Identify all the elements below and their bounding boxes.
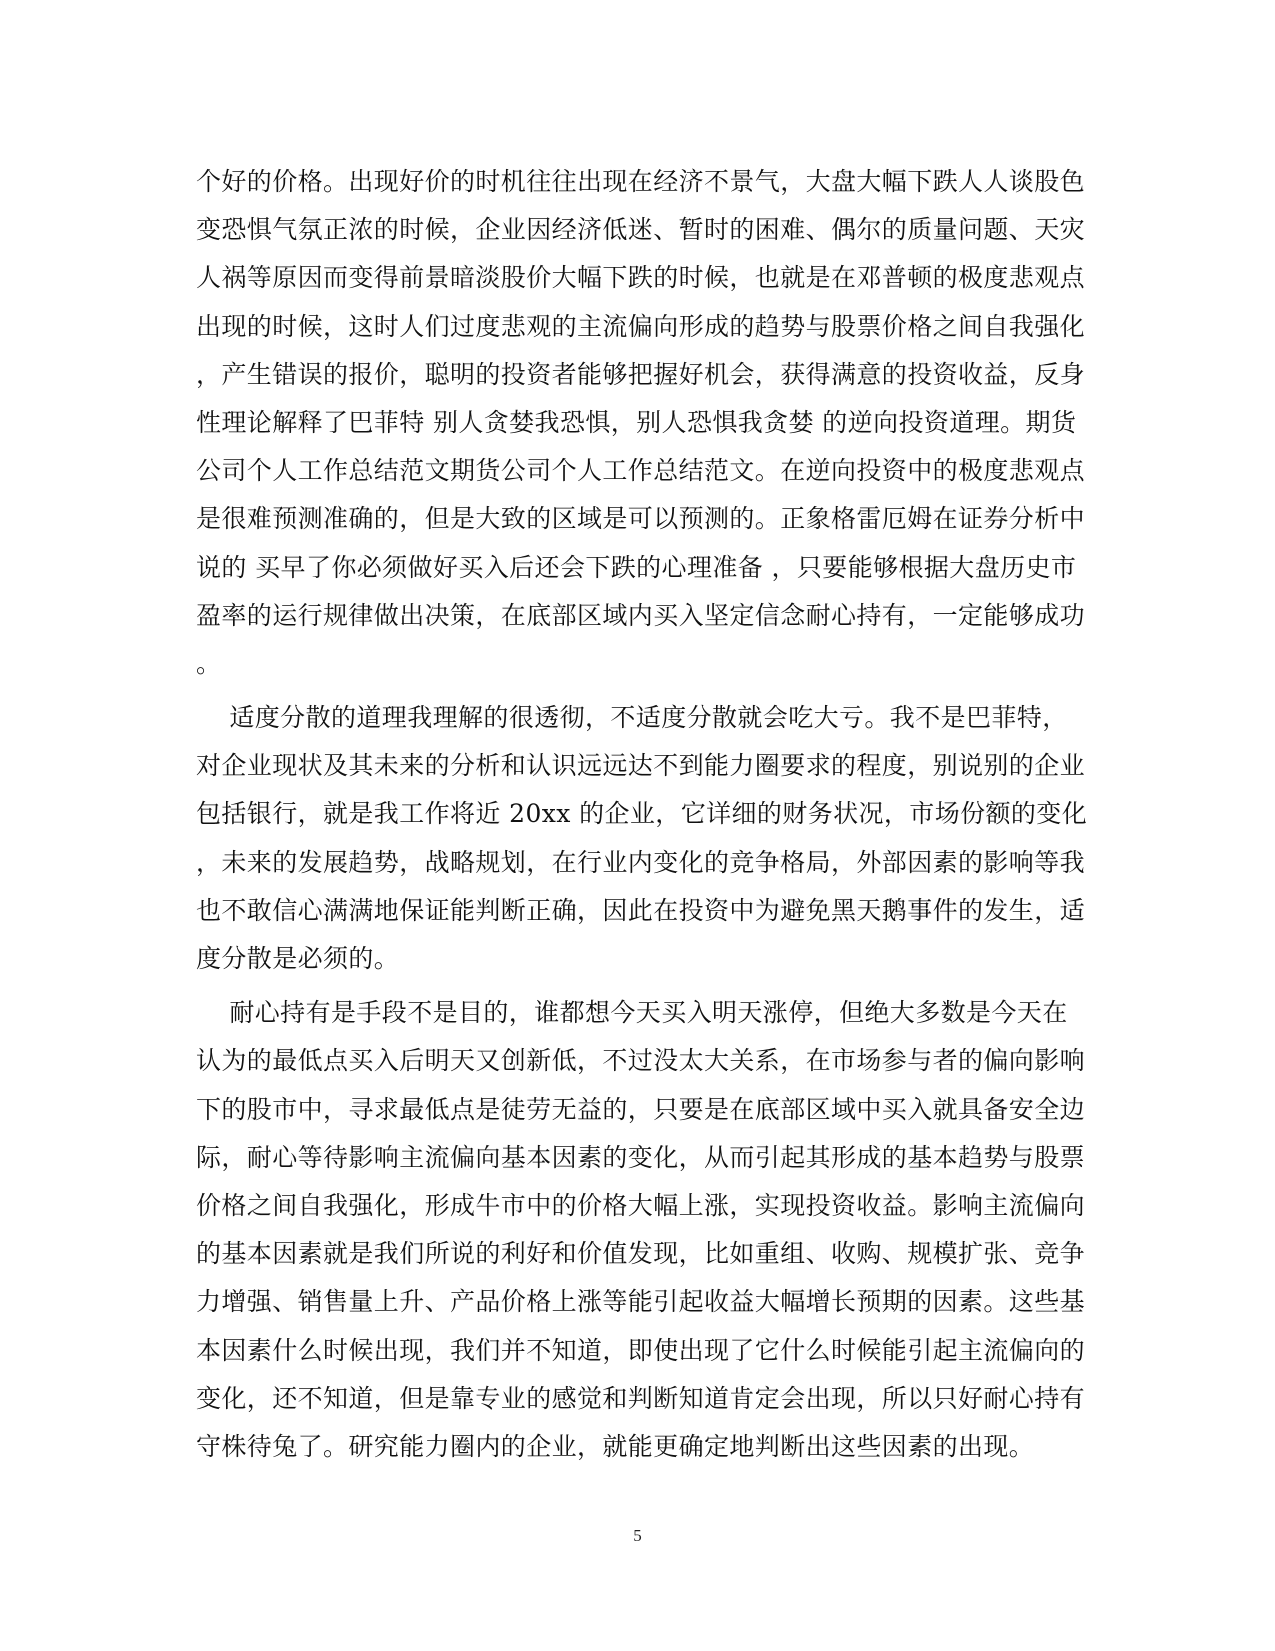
text-line: 性理论解释了巴菲特 别人贪婪我恐惧，别人恐惧我贪婪 的逆向投资道理。期货 — [196, 407, 1077, 437]
text-line: 力增强、销售量上升、产品价格上涨等能引起收益大幅增长预期的因素。这些基 — [196, 1287, 1086, 1317]
paragraph-1 — [196, 158, 1086, 688]
text-line: 也不敢信心满满地保证能判断正确，因此在投资中为避免黑天鹅事件的发生，适 — [196, 895, 1086, 925]
page-number: 5 — [633, 1526, 642, 1545]
text-line: 下的股市中，寻求最低点是徒劳无益的，只要是在底部区域中买入就具备安全边 — [196, 1094, 1086, 1124]
paragraph-2 — [196, 694, 1088, 983]
text-line: 包括银行，就是我工作将近 20xx 的企业，它详细的财务状况，市场份额的变化 — [196, 799, 1088, 829]
text-line: 变化，还不知道，但是靠专业的感觉和判断知道肯定会出现，所以只好耐心持有 — [196, 1383, 1086, 1413]
text-line: 度分散是必须的。 — [196, 944, 400, 973]
text-line: 出现的时候，这时人们过度悲观的主流偏向形成的趋势与股票价格之间自我强化 — [196, 311, 1086, 341]
text-line: 认为的最低点买入后明天又创新低，不过没太大关系，在市场参与者的偏向影响 — [196, 1046, 1086, 1076]
text-line: 价格之间自我强化，形成牛市中的价格大幅上涨，实现投资收益。影响主流偏向 — [196, 1190, 1086, 1220]
text-line: 际，耐心等待影响主流偏向基本因素的变化，从而引起其形成的基本趋势与股票 — [196, 1142, 1086, 1172]
text-line: 人祸等原因而变得前景暗淡股价大幅下跌的时候，也就是在邓普顿的极度悲观点 — [196, 263, 1086, 293]
text-line: 说的 买早了你必须做好买入后还会下跌的心理准备 ，只要能够根据大盘历史市 — [196, 552, 1077, 582]
text-line: 适度分散的道理我理解的很透彻，不适度分散就会吃大亏。我不是巴菲特， — [196, 703, 1068, 733]
text-line: 本因素什么时候出现，我们并不知道，即使出现了它什么时候能引起主流偏向的 — [196, 1335, 1086, 1365]
text-line: ，产生错误的报价，聪明的投资者能够把握好机会，获得满意的投资收益，反身 — [196, 359, 1086, 389]
text-line: 。 — [196, 648, 222, 678]
text-line: 的基本因素就是我们所说的利好和价值发现，比如重组、收购、规模扩张、竞争 — [196, 1239, 1086, 1269]
text-line: 变恐惧气氛正浓的时候，企业因经济低迷、暂时的困难、偶尔的质量问题、天灾 — [196, 215, 1086, 245]
paragraph-3 — [196, 989, 1086, 1471]
text-line: 个好的价格。出现好价的时机往往出现在经济不景气，大盘大幅下跌人人谈股色 — [196, 167, 1086, 196]
text-line: 耐心持有是手段不是目的，谁都想今天买入明天涨停，但绝大多数是今天在 — [196, 998, 1068, 1028]
text-line: 是很难预测准确的，但是大致的区域是可以预测的。正象格雷厄姆在证券分析中 — [196, 504, 1086, 534]
text-line: 公司个人工作总结范文期货公司个人工作总结范文。在逆向投资中的极度悲观点 — [196, 456, 1086, 486]
text-line: ，未来的发展趋势，战略规划，在行业内变化的竞争格局，外部因素的影响等我 — [196, 847, 1086, 877]
body-text — [196, 158, 1088, 1471]
text-line: 盈率的运行规律做出决策，在底部区域内买入坚定信念耐心持有，一定能够成功 — [196, 600, 1086, 630]
text-line: 对企业现状及其未来的分析和认识远远达不到能力圈要求的程度，别说别的企业 — [196, 751, 1086, 781]
text-line: 守株待兔了。研究能力圈内的企业，就能更确定地判断出这些因素的出现。 — [196, 1431, 1035, 1461]
